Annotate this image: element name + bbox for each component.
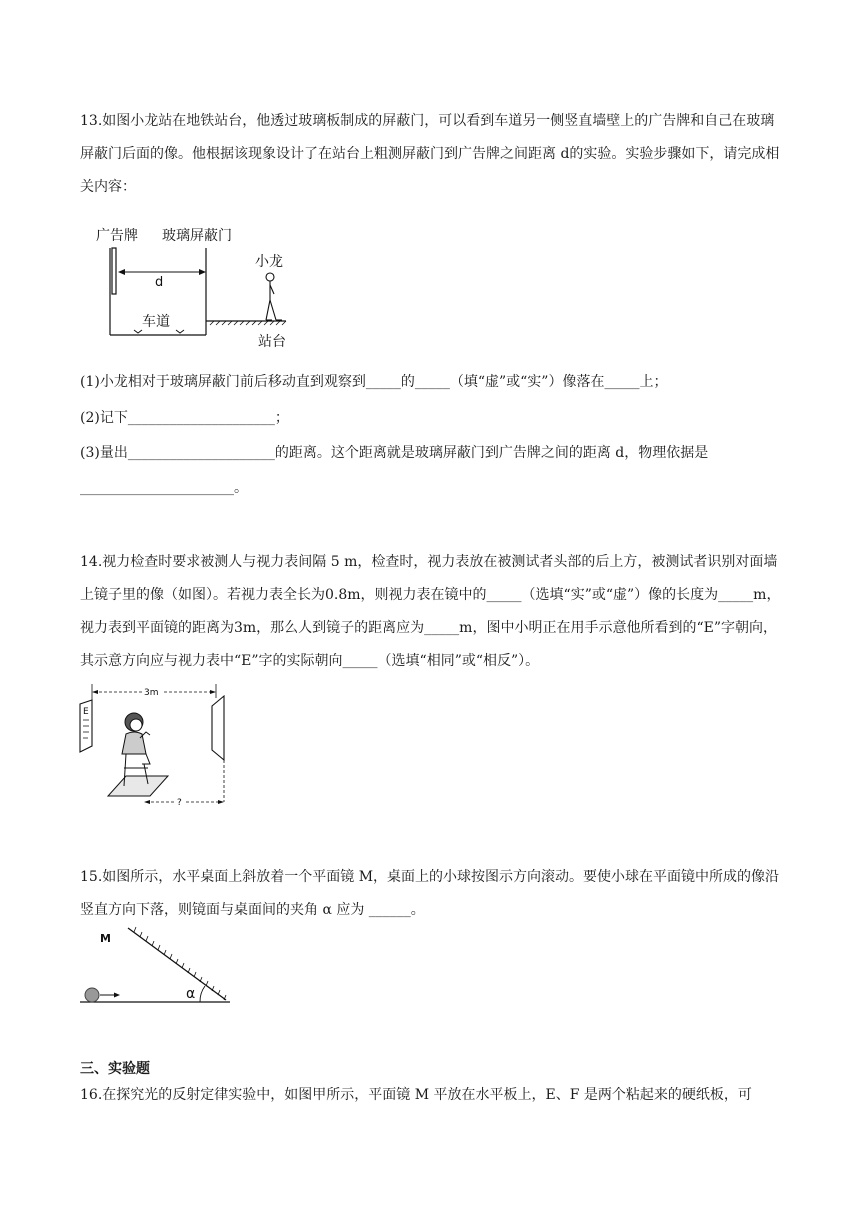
label-3m: 3m <box>144 688 159 698</box>
label-track: 车道 <box>142 314 170 330</box>
label-billboard: 广告牌 <box>96 228 138 244</box>
section-title-experiment: 三、实验题 <box>80 1061 150 1077</box>
label-glass-door: 玻璃屏蔽门 <box>162 228 232 244</box>
billboard-shape <box>112 248 116 294</box>
label-chart-e: E <box>83 707 89 717</box>
question-13-step-3b: ______________________。 <box>80 480 248 496</box>
question-14-stem <box>80 546 785 678</box>
label-question-mark: ? <box>177 798 182 808</box>
boy-icon <box>122 713 150 786</box>
question-16-stem: 16.在探究光的反射定律实验中，如图甲所示，平面镜 M 平放在水平板上，E、F 是两个粘起来的硬纸板，可 <box>80 1087 752 1103</box>
person-icon <box>266 273 282 320</box>
question-14-text: 14.视力检查时要求被测人与视力表间隔 5 m，检查时，视力表放在被测试者头部的后上方，被测试者识别对面墙上镜子里的像（如图）。若视力表全长为0.8m，则视力表在镜中的_____（选填“实”或“虚”）像的长度为_____m，视力表到平面镜的距离为3m，那么人到镜子的距离应为_____m，图中小明正在用手示意他所看到的“E”字朝向，其示意方向应与视力表中“E”字的实际朝向_____（选填“相同”或“相反”）。 <box>80 554 781 669</box>
label-angle-alpha: α <box>186 986 196 1002</box>
mirror-shape <box>212 696 224 760</box>
label-person: 小龙 <box>255 254 283 270</box>
question-13-text: 13.如图小龙站在地铁站台，他透过玻璃板制成的屏蔽门，可以看到车道另一侧竖直墙壁上的广告牌和自己在玻璃屏蔽门后面的像。他根据该现象设计了在站台上粗测屏蔽门到广告牌之间距离 d的实验。实验步骤如下，请完成相关内容： <box>80 113 780 195</box>
figure-14-eye-test <box>78 680 238 810</box>
figure-13-subway <box>88 222 313 352</box>
question-15-text: 15.如图所示，水平桌面上斜放着一个平面镜 M，桌面上的小球按图示方向滚动。要使小球在平面镜中所成的像沿竖直方向下落，则镜面与桌面间的夹角 α 应为 ______。 <box>80 869 780 918</box>
question-13-stem <box>80 105 785 204</box>
question-13-step-1: (1)小龙相对于玻璃屏蔽门前后移动直到观察到_____的_____（填“虚”或“实”）像落在_____上； <box>80 374 668 390</box>
ball-icon <box>85 988 99 1002</box>
mirror-line <box>128 928 226 1000</box>
question-15-stem <box>80 861 785 927</box>
label-d: d <box>155 275 164 290</box>
question-13-step-3a: (3)量出_____________________的距离。这个距离就是玻璃屏蔽门到广告牌之间的距离 d，物理依据是 <box>80 445 709 461</box>
figure-15-mirror <box>78 922 238 1012</box>
label-mirror-m: M <box>100 932 111 945</box>
question-13-step-2: (2)记下_____________________； <box>80 410 289 426</box>
label-platform: 站台 <box>258 334 286 350</box>
